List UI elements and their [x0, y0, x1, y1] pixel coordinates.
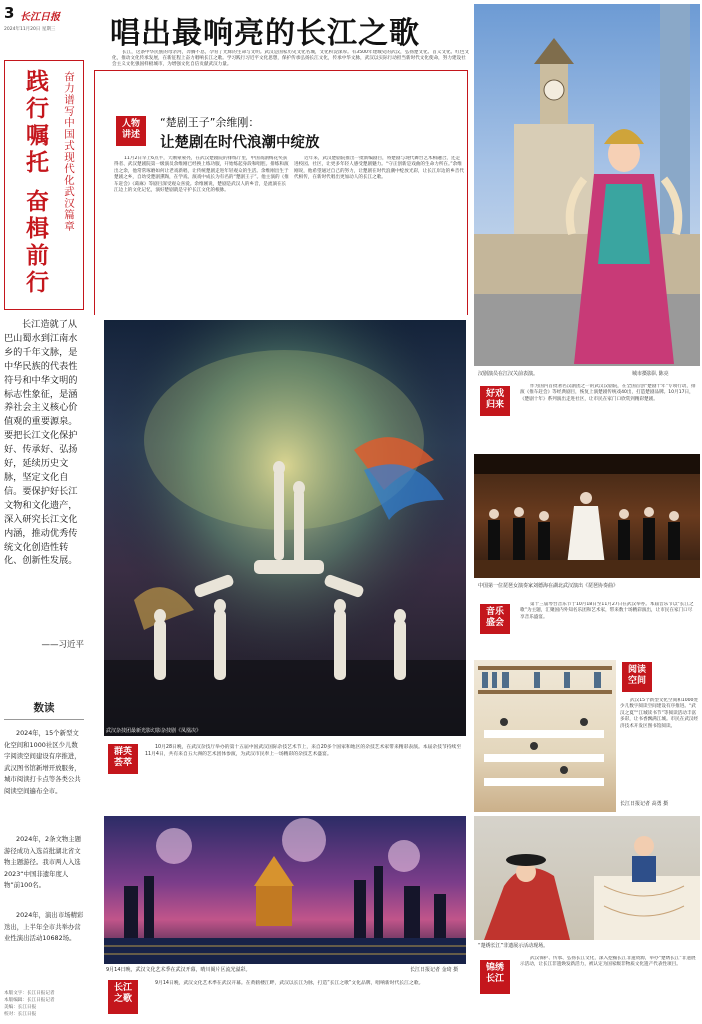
intro-text: 长江，这条中华民族的母亲河，奔腾不息，孕育了光辉的生命与文明。武汉是国家历史文化名城，文化积淀深厚。有3500年建城史的武汉，弘扬楚文化、首义文化、红色文化，推动文化传承发展，在新征程上奋力唱响长江之歌。学习践行习近平文化思想，保护传承弘扬长江文化，传承中华文脉，武汉以实际行动担当新时代文化使命，努力建设社会主义文化强国样板城市，为增强文化自信贡献武汉力量。: [112, 50, 470, 68]
stats-item: 2024年，15个新型文化空间和1000社区少儿数字阅读空间建设有序推进，武汉图书馆新增开放服务，城市阅读打卡点等各类公共阅读空间遍布全市。: [4, 729, 81, 795]
section-label-changjiang: 长江之歌: [108, 980, 138, 1014]
quote-block: [4, 318, 84, 658]
orchestra-caption: 中国第一位琵琶女演奏家刘德海在湖北武汉演出《琵琶协奏曲》: [478, 583, 619, 589]
credit-line: 本版文字：长江日报记者: [4, 991, 55, 996]
credit-line: 本版编辑：长江日报记者: [4, 998, 55, 1003]
section-label-jinxiu: 锦绣长江: [480, 960, 510, 994]
craft-scene: [474, 816, 700, 940]
night-caption: 9月14日晚，武汉文化艺术季在武汉开幕，晴川阁片区流光溢彩。: [106, 967, 251, 973]
slogan-sub: 奋力谱写中国式现代化武汉篇章: [63, 71, 75, 232]
masthead: [4, 4, 82, 54]
headline: 唱出最响亮的长江之歌: [110, 16, 420, 51]
section-text-yinyue: 第十三届琴台音乐节于10月18日至11月27日在武汉举办。本届音乐节以“长江之歌”为主题，汇聚国内外知名乐团和艺术家，带来数十场精彩演出，让市民在家门口尽享音乐盛宴。: [520, 602, 694, 620]
feature-label: 人物讲述: [116, 116, 146, 146]
reading-credit: 长江日报记者 高勇 摄: [620, 801, 669, 807]
feature-body-right: 近年来，武汉楚剧院推出一批新编剧目，将楚剧与现代舞台艺术相融合，还走进校园、社区，让更多年轻人感受楚剧魅力。“守正创新是戏曲的生命力所在。”余维刚说，他希望通过自己的努力，让楚剧在时代浪潮中绽放光彩，让长江岸边的乡音代代相传，在新时代唱出更加动人的长江之歌。: [294, 156, 464, 181]
paper-name: 长江日报: [20, 12, 60, 23]
opera-caption: 汉剧演员在江汉关前表演。: [478, 371, 539, 377]
feature-body-left: 11月2日早上6点半，天刚蒙蒙亮，在武汉楚剧院的排练厅里，中国戏剧梅花奖获得者、武汉楚剧院第一级演员余维刚已经换上练功服，开始练起身段和唱腔。排练和演出之余，他常常琢磨如何让老戏新唱，让传统楚剧走进年轻观众的生活。余维刚出生于楚剧之乡，自幼受楚剧熏陶，在学戏、演戏中成长为有名的“楚剧王子”。他主演的《推车赶会》《葛麻》等剧目深受观众喜爱。余维刚说，楚剧是武汉人的乡音，是流淌在长江边上的文化记忆，演好楚剧就是守护长江文化的根脉。: [114, 156, 289, 194]
opera-photo: [474, 4, 700, 366]
section-text-haoxi: 作为国内首批著名汉剧团之一的武汉汉剧院，在全国首创“楚剧十年”专项行动，排演《推车赶会》等经典剧目，恢复上演楚剧传统戏40出，打造楚剧品牌。10月17日，《楚剧十年》系列演出走进社区，让市民在家门口欣赏到精彩楚剧。: [520, 384, 696, 402]
section-label-qunying: 群英荟萃: [108, 744, 138, 774]
orchestra-photo: [474, 454, 700, 578]
feature-title: 让楚剧在时代浪潮中绽放: [160, 134, 320, 151]
section-label-yuedu: 阅读空间: [622, 662, 652, 692]
page-number: 3: [4, 4, 15, 22]
stats-block: [4, 700, 84, 990]
orchestra-scene: [474, 454, 700, 578]
reading-photo: [474, 660, 616, 812]
stats-item: 2024年，演出市场精彩迭出，上半年全市共举办营业性演出活动10682场。: [4, 911, 84, 943]
section-label-haoxi: 好戏归来: [480, 386, 510, 416]
opera-scene: [474, 4, 700, 366]
craft-caption: “楚绣长江”非遗展示活动现场。: [478, 943, 549, 949]
credit-line: 美编：长江日报: [4, 1005, 37, 1010]
section-text-jinxiu: 武汉保护、传承、弘扬长江文化，深入挖掘长江非遗资源，举办“楚绣长江”非遗展示活动，让长江非遗焕发新活力，被认定为国家级非物质文化遗产代表性项目。: [520, 956, 696, 968]
reading-scene: [474, 660, 616, 812]
section-text-qunying: 10月28日晚，在武汉杂技厅举办的第十五届中国武汉国际杂技艺术节上，来自20多个国家和地区的杂技艺术家带来精彩表演。本届杂技节持续至11月4日，共有来自五大洲的艺术团体参演，为武汉市民奉上一场精彩的杂技艺术盛宴。: [145, 745, 462, 757]
section-label-yinyue: 音乐盛会: [480, 604, 510, 634]
section-text-yuedu: 武汉15个新型文化空间和1000处少儿数字阅读空间建设有序推进。“武汉之夏”“江城读书节”等阅读活动丰富多彩，让书香飘满江城。市民在武汉经济技术开发区图书馆阅读。: [620, 698, 699, 729]
stats-item: 2024年，2条文物主题游径成功入选首批湖北省文物主题游径。我市两人入选2023“中国非遗年度人物”前100名。: [4, 835, 82, 890]
night-credit: 长江日报记者 金琦 摄: [410, 967, 459, 973]
acrobat-photo: [104, 320, 466, 736]
date-line: 2024年11月20日 星期三: [4, 27, 56, 32]
quote-author: ——习近平: [41, 640, 84, 650]
night-photo: [104, 816, 466, 964]
craft-photo: [474, 816, 700, 940]
opera-credit: 城市摄影队 陈亮: [632, 371, 669, 377]
acrobat-scene: [104, 320, 466, 736]
slogan-main: 践行嘱托 奋楫前行: [22, 69, 49, 298]
section-text-changjiang: 9月14日晚，武汉文化艺术季在武汉开幕。在黄鹤楼江畔，武汉以长江为脉，打造“长江之歌”文化品牌，唱响新时代长江之歌。: [155, 981, 424, 986]
slogan-banner: [4, 60, 84, 310]
credit-line: 校对：长江日报: [4, 1012, 37, 1017]
feature-kicker: “楚剧王子”余维刚：: [160, 116, 260, 129]
acrobat-caption: 武汉杂技团最新光影幻影杂技剧《凤凰决》: [106, 728, 202, 734]
credits: [4, 990, 84, 1018]
skyline-scene: [104, 816, 466, 964]
stats-title: 数读: [4, 700, 84, 720]
quote-text: 长江造就了从巴山蜀水到江南水乡的千年文脉，是中华民族的代表性符号和中华文明的标志性象征，是涵养社会主义核心价值观的重要源泉。要把长江文化保护好、传承好、弘扬好，延续历史文脉，坚定文化自信。要保护好长江文物和文化遗产，深入研究长江文化内涵，推动优秀传统文化创造性转化、创新性发展。: [4, 319, 78, 567]
